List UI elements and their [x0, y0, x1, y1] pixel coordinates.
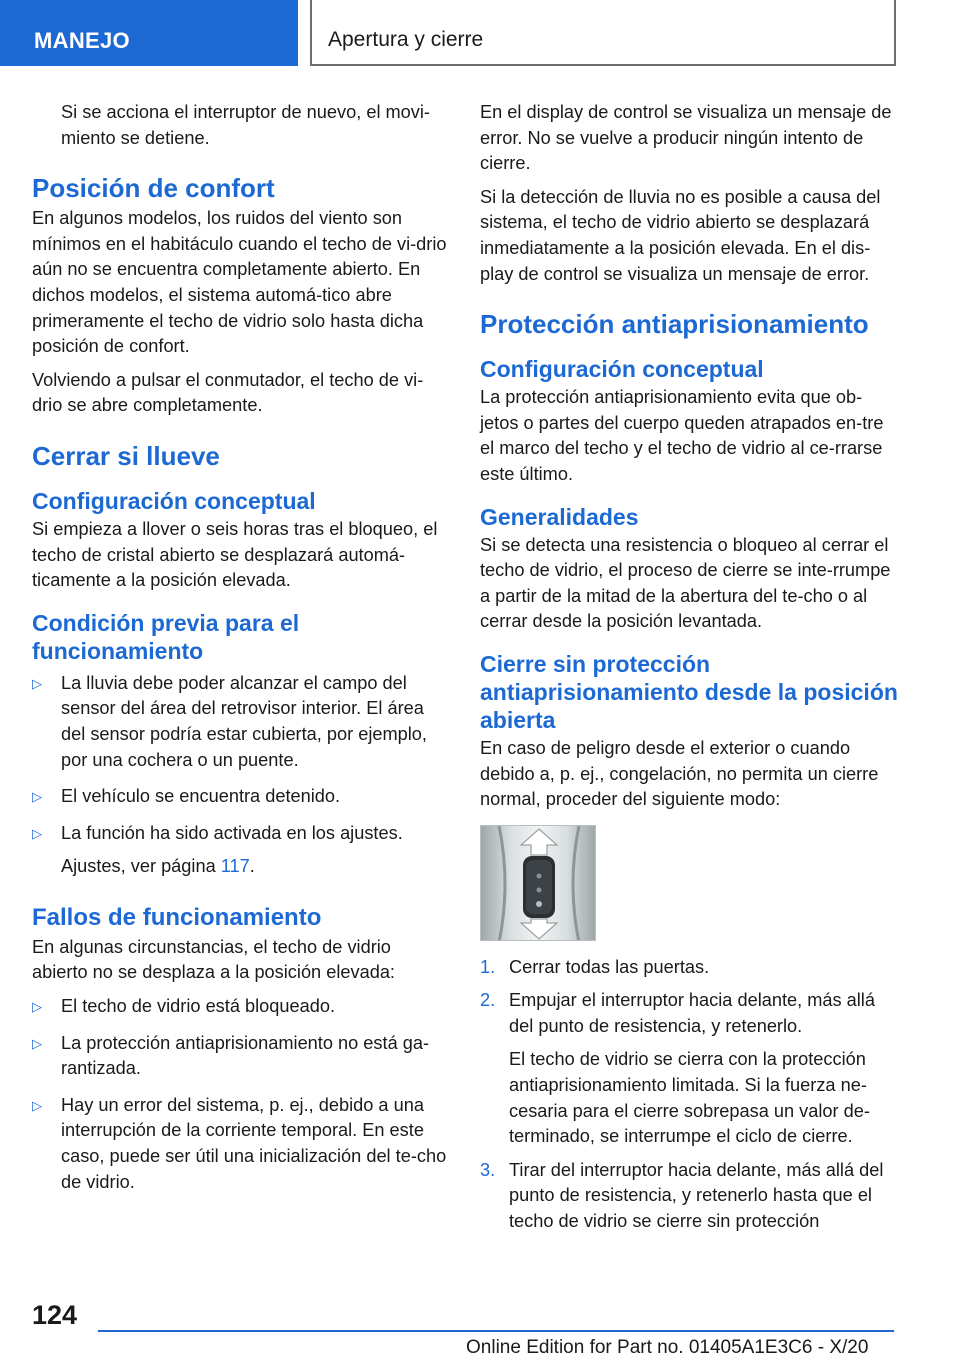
list-item: ▷ La lluvia debe poder alcanzar el campo del sensor del área del retrovisor interior. El área del sensor podría estar cubierta, por ejemplo, por una cochera o un puente. — [32, 672, 427, 770]
fallos-list — [32, 994, 448, 1195]
confort-paragraph-2: Volviendo a pulsar el conmutador, el techo de vi-drio se abre completamente. — [32, 369, 424, 416]
list-item: 3. Tirar del interruptor hacia delante, más allá del punto de resistencia, y retenerlo hasta que el techo de vidrio se cierre sin protección — [480, 1159, 884, 1232]
error-paragraph: En el display de control se visualiza un mensaje de error. No se vuelve a producir ningún intento de cierre. — [480, 102, 892, 174]
page-number: 124 — [32, 1300, 78, 1330]
right-column — [480, 100, 898, 1243]
generalidades-paragraph: Si se detecta una resistencia o bloqueo al cerrar el techo de vidrio, el proceso de cierre se inte-rrumpe a partir de la mitad de la abertura del te-cho o al cerrar desde la posición levantada. — [480, 534, 891, 632]
fallos-paragraph: En algunas circunstancias, el techo de vidrio abierto no se desplaza a la posición elevada: — [32, 936, 395, 983]
deteccion-paragraph: Si la detección de lluvia no es posible a causa del sistema, el techo de vidrio abierto se desplazará inmediatamente a la posición elevada. En el dis-play de control se visualiza un mensaje de error. — [480, 186, 881, 284]
page-link[interactable]: 117 — [220, 856, 250, 877]
list-item: ▷ La protección antiaprisionamiento no está ga-rantizada. — [32, 1032, 430, 1079]
intro-paragraph: Si se acciona el interruptor de nuevo, el movi-miento se detiene. — [61, 102, 430, 148]
heading-fallos: Fallos de funcionamiento — [32, 903, 322, 931]
step-2-detail: El techo de vidrio se cierra con la protección antiaprisionamiento limitada. Si la fuerza ne-cesaria para el cierre sobrepasa un valor de-terminado, se interrumpe el ciclo de cierre. — [509, 1049, 870, 1147]
list-item: ▷ La función ha sido activada en los ajustes. — [32, 821, 448, 847]
heading-configuracion-conceptual-2: Configuración conceptual — [480, 356, 764, 383]
heading-generalidades: Generalidades — [480, 503, 639, 530]
triangle-right-outline-icon: ▷ — [32, 1097, 42, 1113]
heading-cerrar-si-llueve: Cerrar si llueve — [32, 440, 220, 471]
list-item: 1. Cerrar todas las puertas. — [480, 955, 898, 981]
triangle-right-outline-icon: ▷ — [32, 1035, 42, 1051]
triangle-right-outline-icon: ▷ — [32, 825, 42, 841]
confort-paragraph-1: En algunos modelos, los ruidos del viento son mínimos en el habitáculo cuando el techo de vi-drio aún no se encuentra completamente abierto. En dichos modelos, el sistema automá-tico abre primeramente el techo de vidrio solo hasta dicha posición de confort. — [32, 208, 447, 357]
heading-configuracion-conceptual: Configuración conceptual — [32, 487, 316, 514]
cierre-paragraph: En caso de peligro desde el exterior o cuando debido a, p. ej., congelación, no permita un cierre normal, proceder del siguiente modo: — [480, 737, 879, 810]
chapter-box — [310, 0, 896, 66]
heading-proteccion: Protección antiaprisionamiento — [480, 309, 869, 340]
roof-switch-icon — [481, 826, 596, 941]
page-header — [0, 0, 960, 66]
step-number: 2. — [480, 990, 496, 1011]
left-column — [32, 100, 448, 1206]
config-paragraph: Si empieza a llover o seis horas tras el bloqueo, el techo de cristal abierto se desplazará automá-ticamente a la posición elevada. — [32, 518, 438, 591]
triangle-right-outline-icon: ▷ — [32, 675, 42, 691]
list-item: 2. Empujar el interruptor hacia delante, más allá del punto de resistencia, y retenerlo. El techo de vidrio se cierra con la protección antiaprisionamiento limitada. Si la fuerza ne-cesaria para el cierre sobrepasa un valor de-terminado, se interrumpe el ciclo de cierre. — [480, 988, 898, 1150]
ajustes-reference: Ajustes, ver página 117. — [61, 856, 255, 877]
roof-switch-illustration — [480, 825, 596, 941]
steps-list — [480, 955, 898, 1235]
section-title: MANEJO — [34, 28, 130, 53]
heading-condicion-previa: Condición previa para el funcionamiento — [32, 609, 300, 664]
chapter-title: Apertura y cierre — [328, 28, 484, 51]
step-number: 3. — [480, 1159, 496, 1180]
list-item: ▷ El techo de vidrio está bloqueado. — [32, 994, 448, 1020]
triangle-right-outline-icon: ▷ — [32, 789, 42, 805]
list-item: ▷ El vehículo se encuentra detenido. — [32, 784, 448, 810]
section-tab — [0, 0, 298, 66]
heading-posicion-confort: Posición de confort — [32, 173, 275, 204]
triangle-right-outline-icon: ▷ — [32, 999, 42, 1015]
edition-note: Online Edition for Part no. 01405A1E3C6 - X/20 — [466, 1337, 869, 1358]
condicion-list — [32, 671, 448, 847]
step-number: 1. — [480, 956, 496, 977]
config2-paragraph: La protección antiaprisionamiento evita que ob-jetos o partes del cuerpo queden atrapados en-tre el marco del techo y el techo de vidrio al ce-rrarse este último. — [480, 387, 884, 484]
footer-divider — [98, 1330, 894, 1332]
list-item: ▷ Hay un error del sistema, p. ej., debido a una interrupción de la corriente temporal. En este caso, puede ser útil una inicialización del te-cho de vidrio. — [32, 1094, 447, 1192]
heading-cierre-sin-proteccion: Cierre sin protección antiaprisionamiento desde la posición abierta — [480, 650, 898, 733]
